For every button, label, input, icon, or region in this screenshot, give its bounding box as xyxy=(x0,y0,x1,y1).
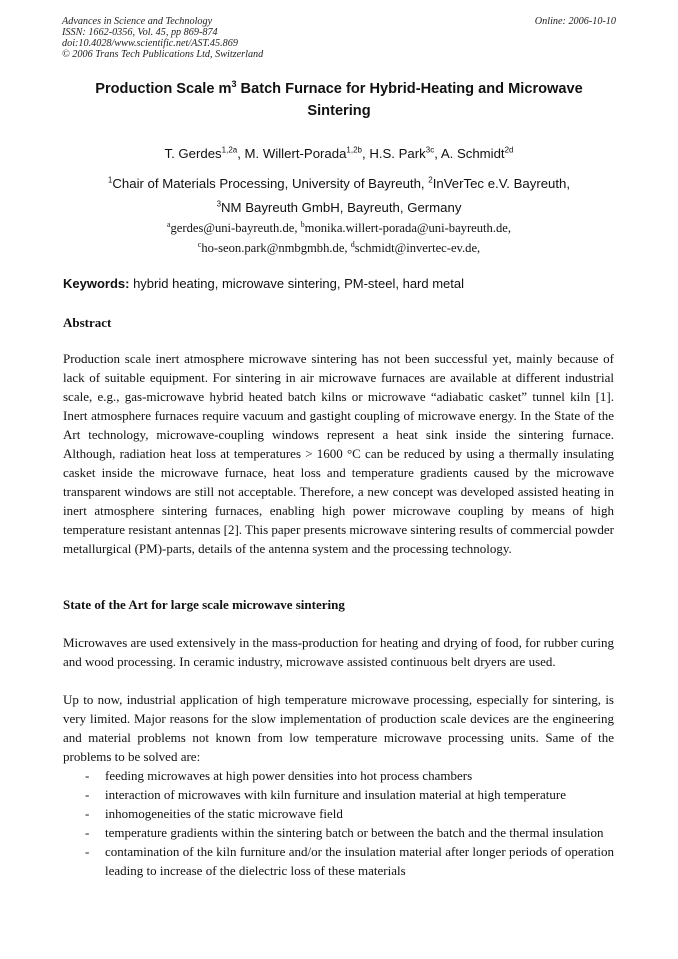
title-line2: Sintering xyxy=(307,103,371,119)
list-item-text: inhomogeneities of the static microwave field xyxy=(105,806,343,821)
list-item xyxy=(63,785,614,804)
list-item-text: contamination of the kiln furniture and/or the insulation material after longer periods of operation leading to increase of the dielectric loss of these materials xyxy=(105,844,614,878)
email-b-sup: b xyxy=(300,219,305,229)
email-a[interactable]: gerdes@uni-bayreuth.de, xyxy=(170,221,301,235)
abstract-text: Production scale inert atmosphere microwave sintering has not been successful yet, mainly because of lack of suitable equipment. For sintering in air microwave furnaces are available at different industrial scale, e.g., gas-microwave hybrid heated batch kilns or microwave “adiabatic casket” tunnel kiln [1]. Inert atmosphere furnaces require vacuum and gastight coupling of microwave energy. In the State of the Art technology, microwave-coupling windows represent a heat sink inside the sintering furnace. Although, radiation heat loss at temperatures > 1600 °C can be reduced by using a thermally insulating casket inside the microwave furnace, heat loss and temperature gradients caused by the microwave transparent windows are still not acceptable. Therefore, a new concept was developed assisted heating in inert atmosphere sintering furnaces, enabling high power microwave coupling by means of high temperature resistant antennas [2]. This paper presents microwave sintering results of commercial powder metallurgical (PM)-parts, details of the antenna system and the processing technology. xyxy=(63,351,614,556)
author-3-sup: 3c xyxy=(425,145,435,155)
dash: - xyxy=(85,768,90,783)
abstract-heading: Abstract xyxy=(63,315,112,330)
email-c-sup: c xyxy=(197,239,202,249)
author-1-sup: 1,2a xyxy=(221,145,238,155)
list-item xyxy=(63,766,614,785)
affil-2: InVerTec e.V. Bayreuth, xyxy=(432,176,571,191)
author-4-sup: 2d xyxy=(504,145,514,155)
list-item-text: feeding microwaves at high power densities into hot process chambers xyxy=(105,768,473,783)
dash: - xyxy=(85,844,90,859)
paper-title xyxy=(50,78,628,122)
keywords-label: Keywords: xyxy=(63,276,130,291)
dash: - xyxy=(85,806,90,821)
author-1: T. Gerdes xyxy=(164,146,222,161)
section-paragraph-2: Up to now, industrial application of high temperature microwave processing, especially for sintering, is very limited. Major reasons for the slow implementation of production scale devices are the engineering and material problems not known from low temperature microwave processing units. Same of the problems to be solved are: xyxy=(63,692,614,764)
title-part1: Production Scale m xyxy=(95,81,232,97)
issn: ISSN: 1662-0356, Vol. 45, pp 869-874 xyxy=(62,27,218,38)
journal-name: Advances in Science and Technology xyxy=(62,16,213,27)
copyright: © 2006 Trans Tech Publications Ltd, Switzerland xyxy=(62,49,264,60)
affil-2-sup: 2 xyxy=(428,175,433,185)
title-part2: Batch Furnace for Hybrid-Heating and Microwave xyxy=(236,81,583,97)
email-d-sup: d xyxy=(350,239,355,249)
email-b[interactable]: monika.willert-porada@uni-bayreuth.de, xyxy=(304,221,512,235)
list-item xyxy=(63,823,614,842)
title-sup: 3 xyxy=(231,79,237,90)
email-d[interactable]: schmidt@invertec-ev.de, xyxy=(354,241,481,255)
affiliations xyxy=(40,172,638,220)
list-item xyxy=(63,804,614,823)
emails xyxy=(40,218,638,258)
author-4: , A. Schmidt xyxy=(434,146,505,161)
dash: - xyxy=(85,825,90,840)
list-item-text: temperature gradients within the sintering batch or between the batch and the thermal insulation xyxy=(105,825,604,840)
author-2: , M. Willert-Porada xyxy=(237,146,347,161)
problem-list xyxy=(63,766,614,880)
affil-1: Chair of Materials Processing, University of Bayreuth, xyxy=(112,176,429,191)
section-paragraph-1: Microwaves are used extensively in the mass-production for heating and drying of food, for rubber curing and wood processing. In ceramic industry, microwave assisted continuous belt dryers are used. xyxy=(63,635,614,669)
doi: doi:10.4028/www.scientific.net/AST.45.869 xyxy=(62,38,238,49)
section-heading: State of the Art for large scale microwave sintering xyxy=(63,597,345,612)
affil-1-sup: 1 xyxy=(107,175,113,185)
author-3: , H.S. Park xyxy=(362,146,426,161)
list-item xyxy=(63,842,614,880)
online-date: Online: 2006-10-10 xyxy=(534,16,616,27)
affil-3: NM Bayreuth GmbH, Bayreuth, Germany xyxy=(221,200,462,215)
keywords-text: hybrid heating, microwave sintering, PM-steel, hard metal xyxy=(129,276,465,291)
author-list xyxy=(40,146,638,161)
email-c[interactable]: ho-seon.park@nmbgmbh.de, xyxy=(201,241,351,255)
keywords xyxy=(63,276,615,291)
affil-3-sup: 3 xyxy=(216,199,222,209)
dash: - xyxy=(85,787,90,802)
author-2-sup: 1,2b xyxy=(346,145,362,155)
header-left xyxy=(62,16,263,60)
list-item-text: interaction of microwaves with kiln furniture and insulation material at high temperature xyxy=(105,787,566,802)
email-a-sup: a xyxy=(166,219,171,229)
